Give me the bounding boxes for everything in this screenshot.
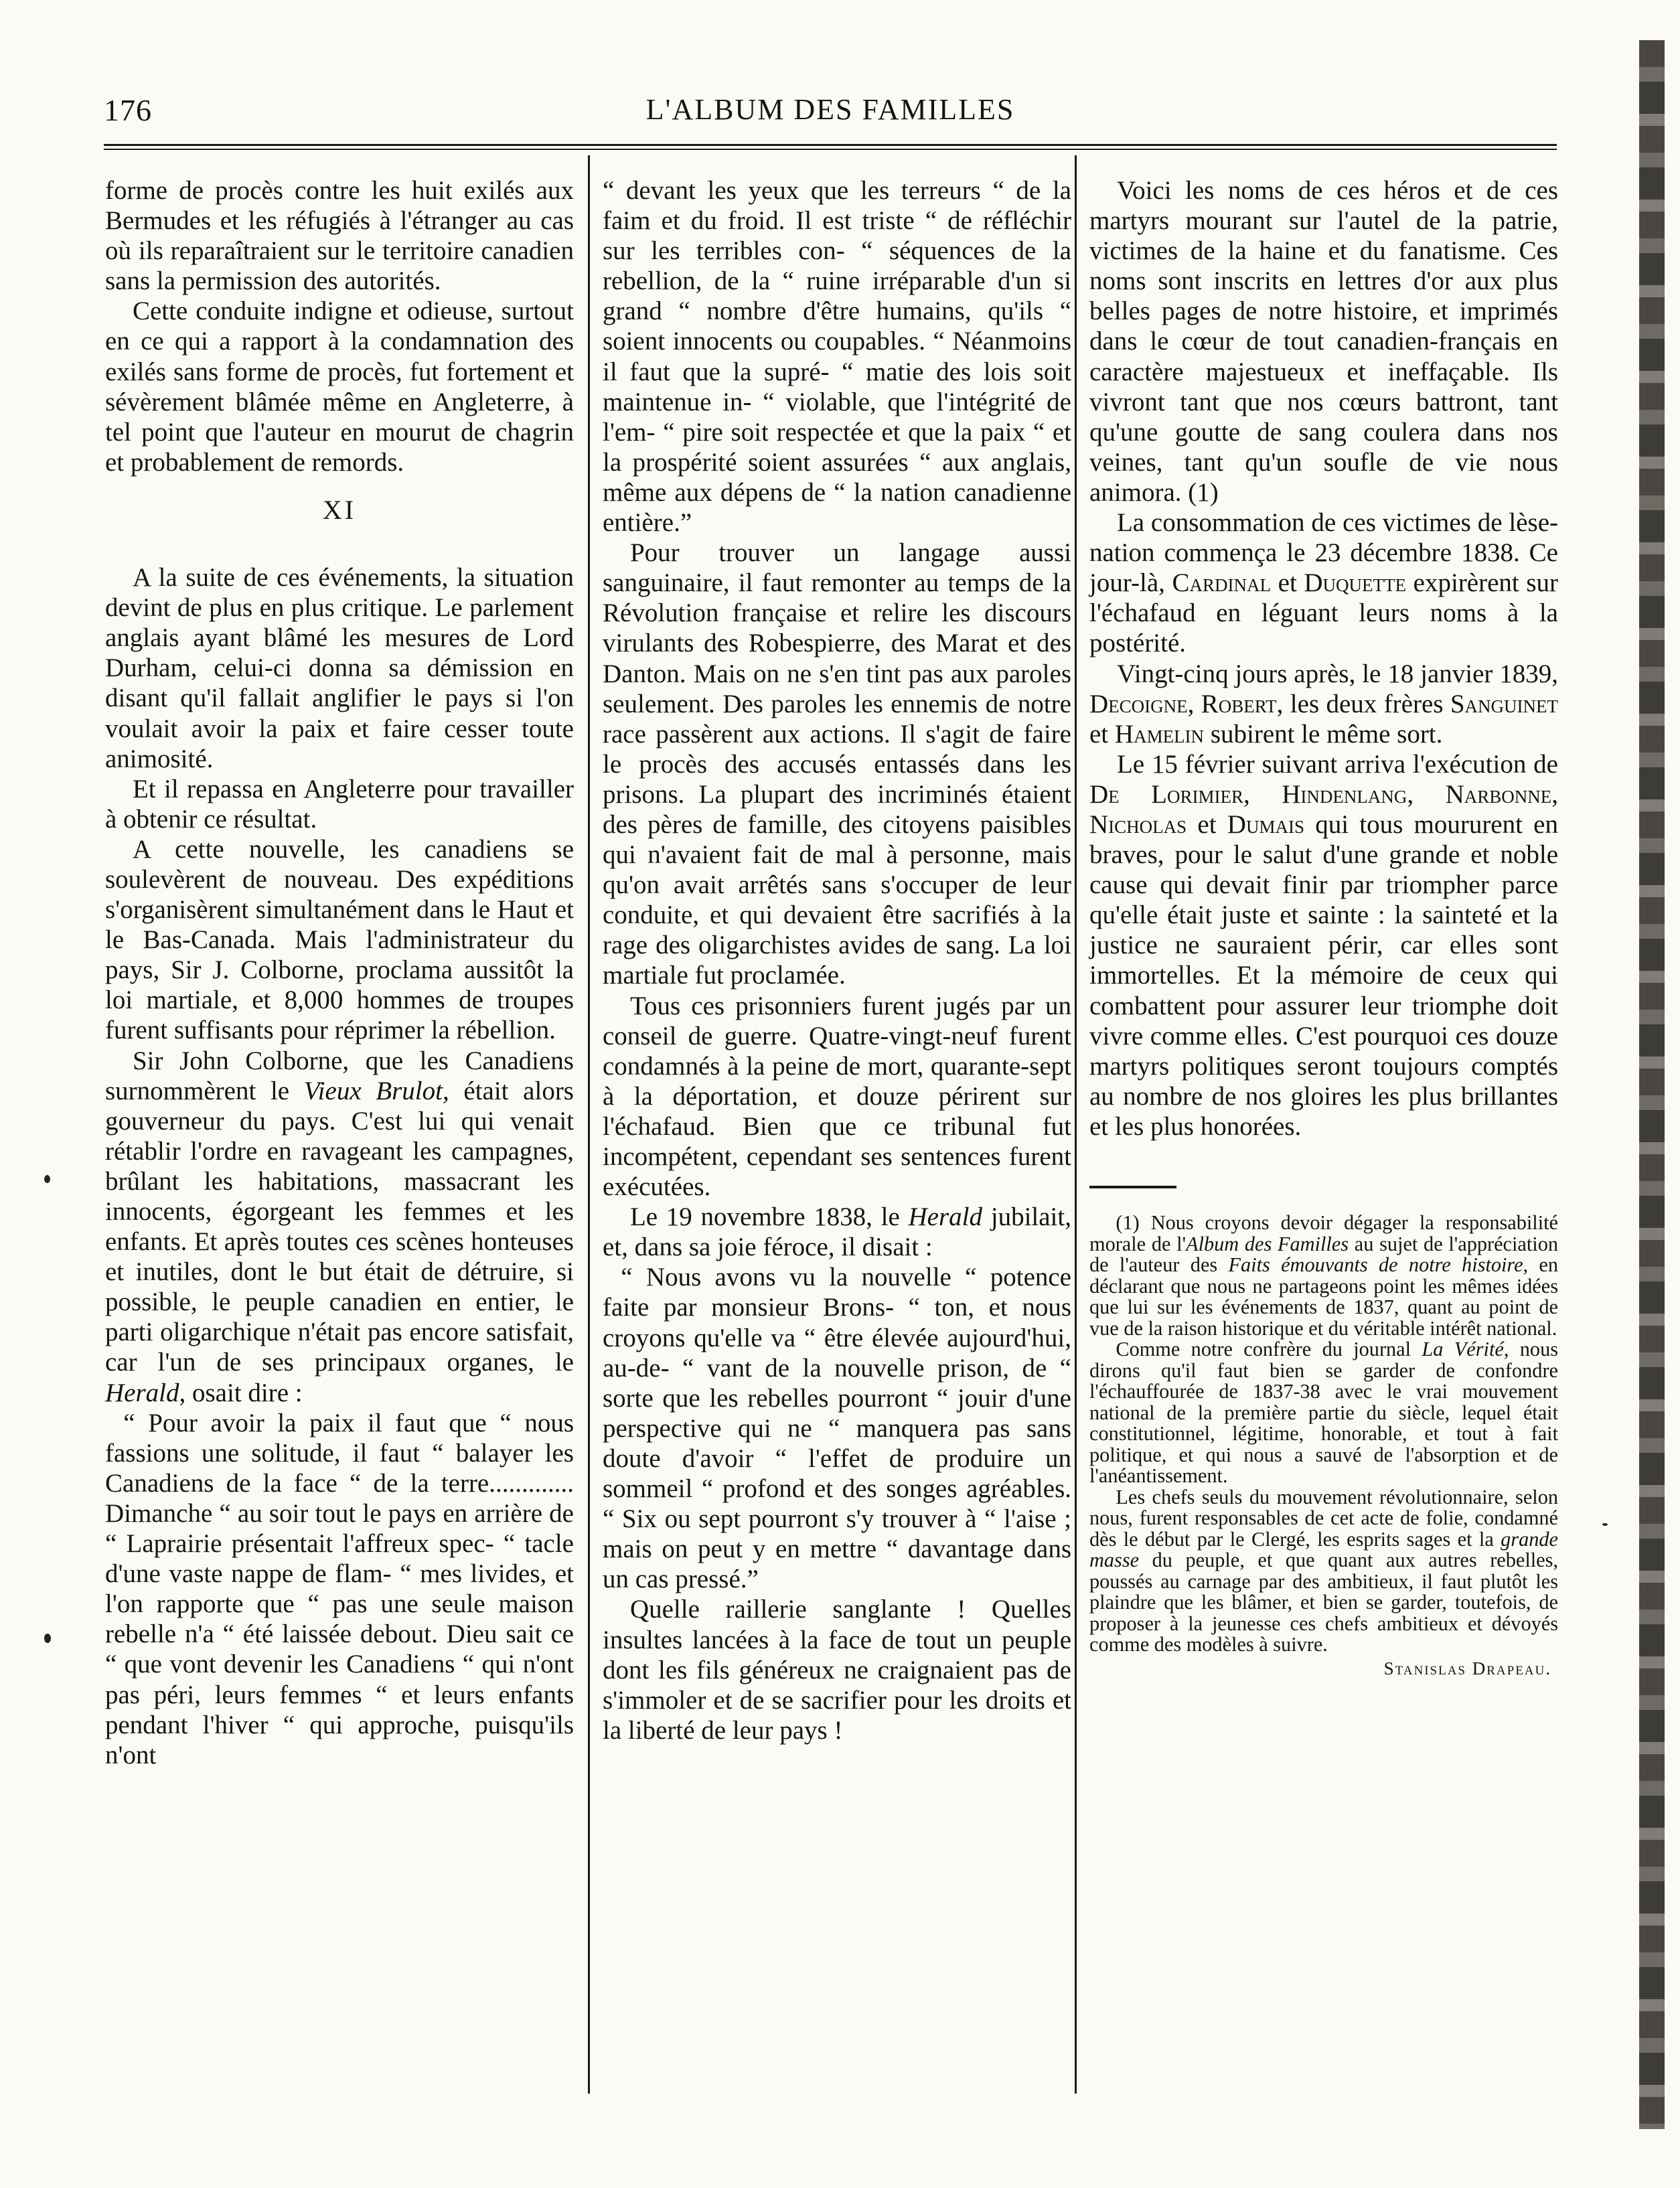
text-run: La consommation de ces victimes de lèse-nation commença le 23 décembre 1838. Ce jour-là, <box>1089 508 1558 598</box>
text-run: et <box>1271 568 1304 598</box>
paragraph <box>1089 507 1558 658</box>
small-caps-name: Duquette <box>1304 568 1407 598</box>
column-2 <box>603 175 1071 1745</box>
text-run: Sir John Colborne, que les Canadiens surnommèrent le <box>105 1046 574 1105</box>
scanned-page-edge <box>1639 40 1665 2129</box>
scan-speck <box>44 1634 51 1643</box>
text-run: , nous dirons qu'il faut bien se garder de confondre l'échauffourée de 1837-38 avec le vrai mouvement national de la première partie du siècle, lequel était constitutionnel, légitime, honorable, et tout à fait politique, et qui nous a sauvé de l'absorption et de l'anéantissement. <box>1089 1338 1559 1487</box>
text-run: et <box>1187 809 1227 839</box>
quotation: “ Nous avons vu la nouvelle “ potence faite par monsieur Brons- “ ton, et nous croyons qu'elle va “ être élevée aujourd'hui, au-de- “ vant de la nouvelle prison, de “ sorte que les rebelles pourront “ jouir d'une perspective qui ne “ manquera pas sans doute d'avoir “ l'effet de produire un sommeil “ profond et des songes agréables. “ Six ou sept pourront s'y trouver à “ l'aise ; mais on peut y en mettre “ davantage dans un cas pressé.” <box>603 1263 1071 1594</box>
italic-text: grande masse <box>1089 1527 1558 1571</box>
footnote <box>1089 1487 1558 1656</box>
column-1 <box>105 175 574 1770</box>
text-run: expirèrent sur l'échafaud en léguant leurs noms à la postérité. <box>1089 568 1558 658</box>
italic-text: Album des Familles <box>1186 1232 1349 1255</box>
text-run: Vingt-cinq jours après, le 18 janvier 1839, <box>1116 659 1558 688</box>
footnotes <box>1089 1213 1558 1679</box>
quotation: “ devant les yeux que les terreurs “ de la faim et du froid. Il est triste “ de réfléchir sur les terribles con- “ séquences de la rebellion, de la “ ruine irréparable d'un si grand “ nombre d'être humains, qu'ils “ soient innocents ou coupables. “ Néanmoins il faut que la supré- “ matie des lois soit maintenue in- “ violable, que l'intégrité de l'em- “ pire soit respectée et que la paix “ et la prospérité soient assurées “ aux anglais, même aux dépens de “ la nation canadienne entière.” <box>603 176 1071 538</box>
paragraph <box>1089 659 1558 749</box>
text-run: Comme notre confrère du journal <box>1116 1338 1422 1360</box>
header-rule <box>104 144 1557 146</box>
italic-text: Herald, <box>105 1378 186 1407</box>
text-run: Le 19 novembre 1838, le <box>629 1202 909 1232</box>
small-caps-name: Hamelin <box>1114 719 1205 749</box>
text-run: jubilait, et, dans sa joie féroce, il disait : <box>603 1202 1071 1262</box>
page-header <box>104 87 1557 141</box>
quotation: “ Pour avoir la paix il faut que “ nous fassions une solitude, il faut “ balayer les Canadiens de la face “ de la terre............. Dimanche “ au soir tout le pays en arrière de “ Laprairie présentait l'affreux spec- “ tacle d'une vaste nappe de flam- “ mes livides, et l'on rapporte que “ pas une seule maison rebelle n'a “ été laissée debout. Dieu sait ce “ que vont devenir les Canadiens “ qui n'ont pas péri, leurs femmes “ et leurs enfants pendant l'hiver “ qui approche, puisqu'ils n'ont <box>105 1408 574 1770</box>
paragraph: A cette nouvelle, les canadiens se soulevèrent de nouveau. Des expéditions s'organisèrent simultanément dans le Haut et le Bas-Canada. Mais l'administrateur du pays, Sir J. Colborne, proclama aussitôt la loi martiale, et 8,000 hommes de troupes furent suffisants pour réprimer la rébellion. <box>105 834 574 1045</box>
paragraph <box>1089 749 1558 1142</box>
small-caps-name: Cardinal <box>1172 568 1272 598</box>
footnote-rule <box>1089 1186 1176 1188</box>
scan-speck <box>1602 1523 1608 1526</box>
column-3 <box>1089 175 1558 1679</box>
text-run: subirent le même sort. <box>1204 719 1443 749</box>
paragraph <box>603 1202 1071 1262</box>
small-caps-name: De Lorimier, Hindenlang, Narbonne, Nicholas <box>1089 779 1558 839</box>
small-caps-name: Sanguinet <box>1450 689 1558 718</box>
text-run: , en déclarant que nous ne partageons point les mêmes idées que lui sur les événements de 1837, quant au point de vue de la raison historique et du véritable intérêt national. <box>1089 1253 1559 1340</box>
paragraph: Tous ces prisonniers furent jugés par un conseil de guerre. Quatre-vingt-neuf furent condamnés à la peine de mort, quarante-sept à la déportation, et douze périrent sur l'échafaud. Bien que ce tribunal fut incompétent, cependant ses sentences furent exécutées. <box>603 991 1071 1202</box>
paragraph: forme de procès contre les huit exilés aux Bermudes et les réfugiés à l'étranger au cas où ils reparaîtraient sur le territoire canadien sans la permission des autorités. <box>105 176 574 296</box>
small-caps-name: Decoigne, Robert, <box>1089 689 1284 718</box>
text-run: du peuple, et que quant aux autres rebelles, poussés au carnage par des ambitieux, il faut plutôt les plaindre que les blâmer, et bien se garder, toutefois, de proposer à la jeunesse ces chefs ambitieux et dévoyés comme des modèles à suivre. <box>1089 1549 1558 1656</box>
text-run: (1) Nous croyons devoir dégager la responsabilité morale de l' <box>1089 1211 1558 1255</box>
text-run: les deux frères <box>1283 689 1450 718</box>
footnote <box>1089 1339 1558 1487</box>
paragraph: Quelle raillerie sanglante ! Quelles insultes lancées à la face de tout un peuple dont les fils généreux ne craignaient pas de s'immoler et de se sacrifier pour les droits et la liberté de leur pays ! <box>603 1595 1071 1745</box>
text-run: et <box>1089 719 1115 749</box>
paragraph: Voici les noms de ces héros et de ces martyrs mourant sur l'autel de la patrie, victimes de la haine et du fanatisme. Ces noms sont inscrits en lettres d'or aux plus belles pages de notre histoire, et imprimés dans le cœur de tout canadien-français en caractère majestueux et ineffaçable. Ils vivront tant que nos cœurs battront, tant qu'une goutte de sang coulera dans nos veines, tant qu'un soufle de vie nous animora. (1) <box>1089 176 1558 507</box>
text-run: Le 15 février suivant arriva l'exécution de <box>1116 749 1558 779</box>
text-run: qui tous moururent en braves, pour le salut d'une grande et noble cause qui devait finir par triompher parce qu'elle était juste et sainte : la sainteté et la justice ne sauraient périr, car elles sont immortelles. Et la mémoire de ceux qui combattent pour assurer leur triomphe doit vivre comme elles. C'est pourquoi ces douze martyrs politiques seront toujours comptés au nombre de nos gloires les plus brillantes et les plus honorées. <box>1089 809 1558 1141</box>
header-rule-thin <box>104 149 1557 150</box>
paragraph: Cette conduite indigne et odieuse, surtout en ce qui a rapport à la condamnation des exilés sans forme de procès, fut fortement et sévèrement blâmée même en Angleterre, à tel point que l'auteur en mourut de chagrin et probablement de remords. <box>105 297 574 477</box>
italic-text: Faits émouvants de notre histoire <box>1228 1253 1523 1276</box>
italic-text: La Vérité <box>1422 1338 1504 1360</box>
text-run: Les chefs seuls du mouvement révolutionnaire, selon nous, furent responsables de cet acte de folie, condamné dès le début par le Clergé, les esprits sages et la <box>1089 1485 1558 1551</box>
paragraph: A la suite de ces événements, la situation devint de plus en plus critique. Le parlement anglais ayant blâmé les mesures de Lord Durham, celui-ci donna sa démission en disant qu'il fallait anglifier le pays si l'on voulait avoir la paix et faire cesser toute animosité. <box>105 563 574 773</box>
text-run: était alors gouverneur du pays. C'est lui qui venait rétablir l'ordre en ravageant les campagnes, brûlant les habitations, massacrant les innocents, égorgeant les femmes et les enfants. Et après toutes ces scènes honteuses et inutiles, dont le but était de détruire, si possible, le peuple canadien en entier, le parti oligarchique n'était pas encore satisfait, car l'un de ses principaux organes, le <box>105 1076 574 1377</box>
italic-text: Vieux Brulot, <box>303 1076 449 1105</box>
page-number: 176 <box>104 93 152 127</box>
paragraph: Pour trouver un langage aussi sanguinaire, il faut remonter au temps de la Révolution française et relire les discours virulants des Robespierre, des Marat et des Danton. Mais on ne s'en tint pas aux paroles seulement. Des paroles les ennemis de notre race passèrent aux actions. Il s'agit de faire le procès des accusés entassés dans les prisons. La plupart des incriminés étaient des pères de famille, des citoyens paisibles qui n'avaient fait de mal à personne, mais qu'on avait arrêtés sans s'occuper de leur conduite, et qui devaient être sacrifiés à la rage des oligarchistes avides de sang. La loi martiale fut proclamée. <box>603 538 1071 990</box>
text-run: osait dire : <box>185 1378 303 1407</box>
paragraph <box>105 1046 574 1408</box>
italic-text: Herald <box>908 1202 983 1232</box>
small-caps-name: Dumais <box>1227 809 1304 839</box>
footnote <box>1089 1213 1558 1339</box>
scan-speck <box>44 1175 50 1183</box>
author-signature: Stanislas Drapeau. <box>1383 1658 1551 1678</box>
text-run: au sujet de l'appréciation de l'auteur des <box>1089 1232 1558 1276</box>
section-heading: XI <box>322 494 357 525</box>
paragraph: Et il repassa en Angleterre pour travailler à obtenir ce résultat. <box>105 774 574 834</box>
column-rule-left <box>588 155 590 2094</box>
running-title: L'ALBUM DES FAMILLES <box>645 93 1015 126</box>
column-rule-right <box>1075 155 1077 2094</box>
